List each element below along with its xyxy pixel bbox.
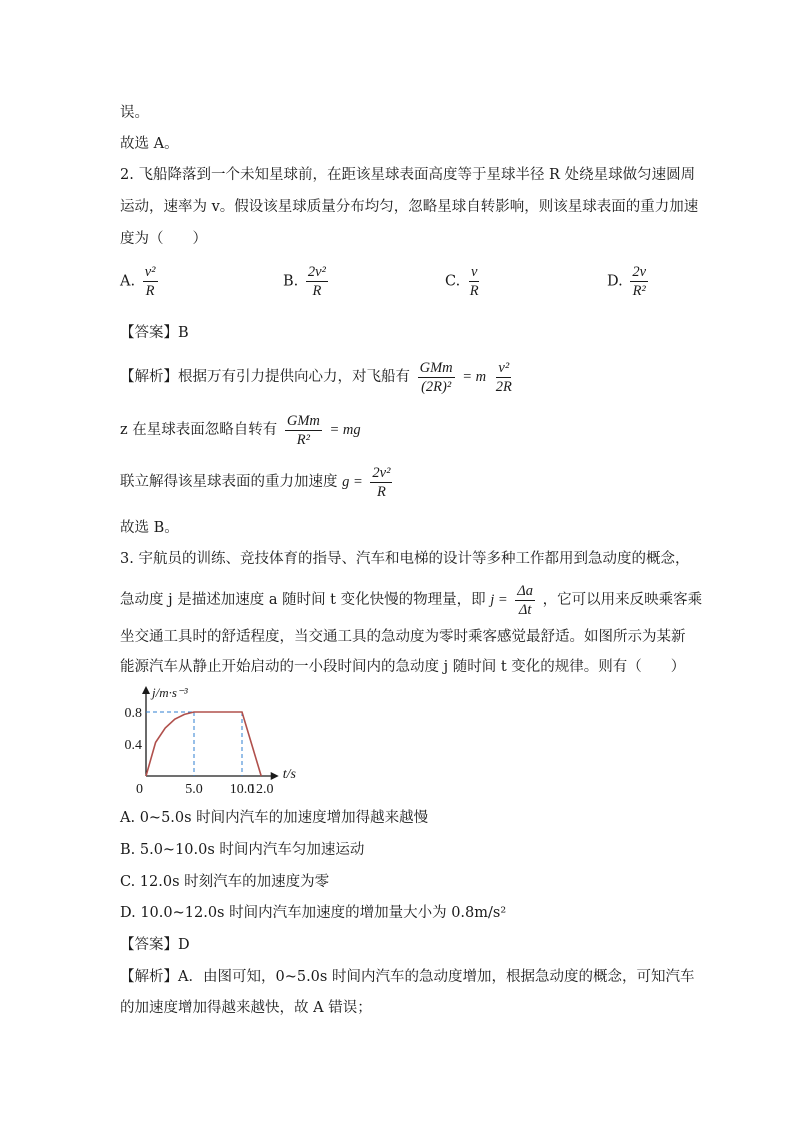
equation-part: = m xyxy=(462,369,487,385)
option-a: A. 0~5.0s 时间内汽车的加速度增加得越来越慢 xyxy=(120,810,429,826)
fraction xyxy=(370,464,392,501)
explanation-line xyxy=(120,410,361,450)
question-2-stem: 运动，速率为 v。假设该星球质量分布均匀，忽略星球自转影响，则该星球表面的重力加速 xyxy=(120,199,699,215)
equation-part: g = xyxy=(342,474,363,490)
numerator: v² xyxy=(144,264,156,280)
denominator: Δt xyxy=(518,601,532,618)
explanation-text: z 在星球表面忽略自转有 xyxy=(120,422,278,438)
fraction xyxy=(285,412,322,449)
fraction xyxy=(630,263,648,300)
fraction xyxy=(494,359,514,396)
x-tick-label: 12.0 xyxy=(248,782,274,797)
option-letter: B. xyxy=(283,273,299,290)
numerator: GMm xyxy=(419,359,453,376)
question-3-stem xyxy=(120,580,702,620)
option-c: C. 12.0s 时刻汽车的加速度为零 xyxy=(120,874,330,890)
y-tick-label: 0.8 xyxy=(124,706,142,721)
option-letter: C. xyxy=(445,273,461,290)
text-line: 误。 xyxy=(120,105,149,121)
x-tick-label: 5.0 xyxy=(185,782,203,797)
question-2-stem: 度为（ ） xyxy=(120,231,207,247)
answer-label: 【答案】B xyxy=(120,325,189,341)
y-axis-arrow xyxy=(142,686,150,694)
graph-labels xyxy=(125,685,297,797)
numerator: v² xyxy=(498,359,510,376)
numerator: v xyxy=(471,264,478,280)
explanation-text: 联立解得该星球表面的重力加速度 xyxy=(120,474,338,490)
option-c xyxy=(445,263,484,300)
stem-text: 急动度 j 是描述加速度 a 随时间 t 变化快慢的物理量，即 xyxy=(120,592,486,608)
numerator: GMm xyxy=(286,412,320,429)
explanation-line: 【解析】A．由图可知，0~5.0s 时间内汽车的急动度增加，根据急动度的概念，可知汽车 xyxy=(120,969,695,985)
conclusion-line: 故选 B。 xyxy=(120,520,179,536)
numerator: 2v² xyxy=(307,264,326,280)
denominator: 2R xyxy=(495,378,512,395)
answer-label: 【答案】D xyxy=(120,937,190,953)
y-axis-label: j/m·s⁻³ xyxy=(152,685,188,700)
graph-guides xyxy=(146,712,242,776)
question-3-stem: 能源汽车从静止开始启动的一小段时间内的急动度 j 随时间 t 变化的规律。则有（ ） xyxy=(120,659,686,675)
explanation-line: 的加速度增加得越来越快，故 A 错误； xyxy=(120,1000,372,1016)
text-line: 故选 A。 xyxy=(120,136,179,152)
explanation-line xyxy=(120,357,517,397)
option-d: D. 10.0~12.0s 时间内汽车加速度的增加量大小为 0.8m/s² xyxy=(120,905,507,921)
option-b: B. 5.0~10.0s 时间内汽车匀加速运动 xyxy=(120,842,365,858)
jerk-curve xyxy=(146,712,261,776)
option-d xyxy=(607,263,651,300)
option-a xyxy=(120,263,161,300)
explanation-text: 【解析】根据万有引力提供向心力，对飞船有 xyxy=(120,369,410,385)
x-axis-label: t/s xyxy=(282,767,296,782)
jerk-time-graph xyxy=(118,684,328,799)
x-tick-label: 0 xyxy=(136,782,143,797)
numerator: Δa xyxy=(517,582,534,599)
fraction xyxy=(143,263,158,300)
question-3-stem: 3. 宇航员的训练、竞技体育的指导、汽车和电梯的设计等多种工作都用到急动度的概念， xyxy=(120,551,690,567)
equation-part: = mg xyxy=(329,422,361,438)
denominator: R xyxy=(312,283,322,299)
numerator: 2v² xyxy=(372,464,391,481)
fraction xyxy=(306,263,328,300)
fraction xyxy=(515,582,535,619)
question-3-stem: 坐交通工具时的舒适程度，当交通工具的急动度为零时乘客感觉最舒适。如图所示为某新 xyxy=(120,629,686,645)
fraction xyxy=(468,263,481,300)
x-axis-arrow xyxy=(271,772,279,780)
numerator: 2v xyxy=(632,264,647,280)
denominator: (2R)² xyxy=(421,378,452,395)
explanation-line xyxy=(120,462,395,502)
graph-curve xyxy=(146,712,261,776)
denominator: R xyxy=(376,483,386,500)
denominator: R xyxy=(145,283,155,299)
question-2-stem: 2. 飞船降落到一个未知星球前，在距该星球表面高度等于星球半径 R 处绕星球做匀速圆周 xyxy=(120,167,696,183)
option-b xyxy=(283,263,331,300)
denominator: R² xyxy=(632,283,646,299)
x-tick-label: 10.0 xyxy=(229,782,255,797)
option-letter: A. xyxy=(120,273,136,290)
option-letter: D. xyxy=(607,273,623,290)
y-tick-label: 0.4 xyxy=(124,738,142,753)
equation-part: j = xyxy=(490,592,508,608)
denominator: R² xyxy=(296,431,310,448)
denominator: R xyxy=(469,283,479,299)
stem-text: ，它可以用来反映乘客乘 xyxy=(542,592,703,608)
fraction xyxy=(418,359,455,396)
